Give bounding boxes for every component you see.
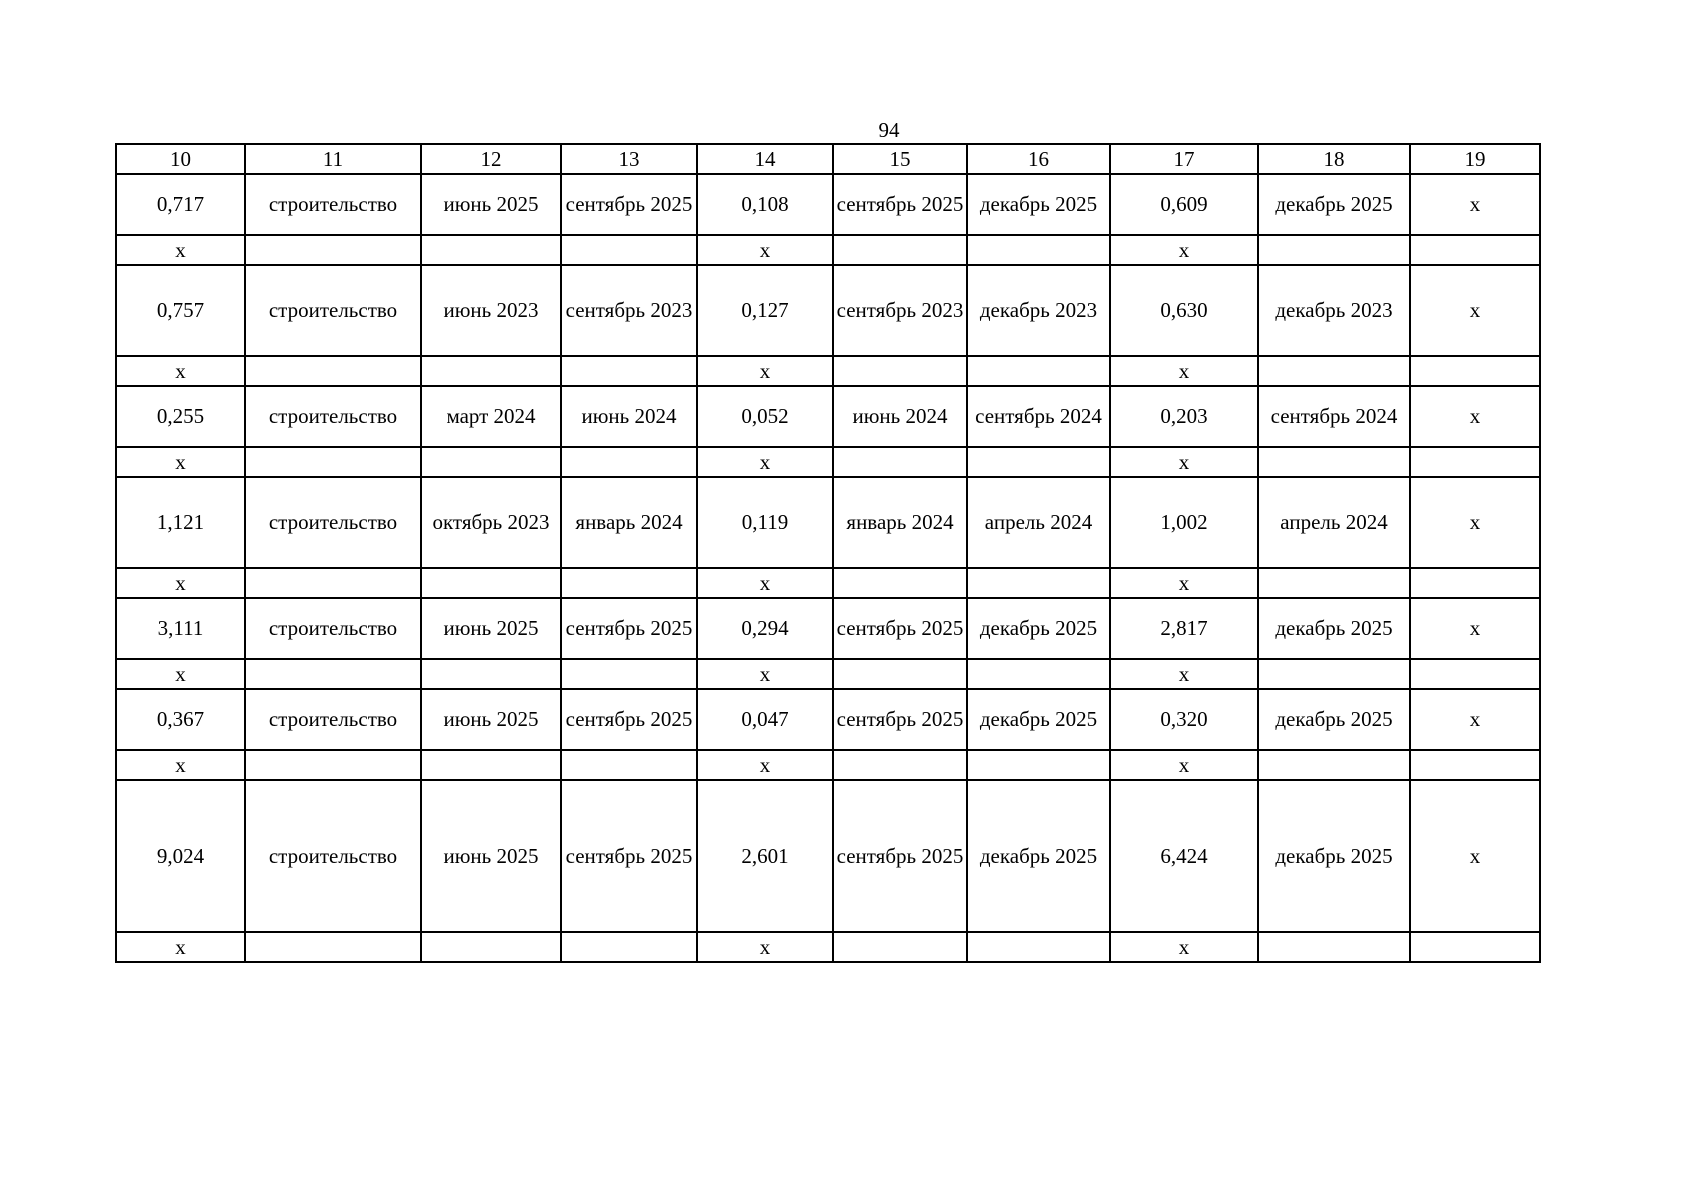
table-cell: 0,717 (116, 174, 245, 235)
table-cell: строительство (245, 477, 421, 568)
table-cell (1410, 235, 1540, 265)
table-cell (833, 235, 967, 265)
table-cell: декабрь 2025 (967, 174, 1110, 235)
table-cell (245, 568, 421, 598)
table-row (116, 659, 1540, 689)
column-header: 19 (1410, 144, 1540, 174)
table-cell: 0,757 (116, 265, 245, 356)
table-cell: октябрь 2023 (421, 477, 561, 568)
table-row (116, 750, 1540, 780)
table-cell: сентябрь 2025 (833, 174, 967, 235)
table-cell: х (1410, 689, 1540, 750)
table-cell: х (697, 932, 833, 962)
table-cell: х (1410, 386, 1540, 447)
table-cell (967, 356, 1110, 386)
table-row (116, 477, 1540, 568)
table-cell: декабрь 2025 (1258, 174, 1410, 235)
table-cell: сентябрь 2023 (833, 265, 967, 356)
table-cell (1258, 235, 1410, 265)
table-cell: сентябрь 2025 (833, 689, 967, 750)
table-cell: 2,601 (697, 780, 833, 932)
table-cell: 0,052 (697, 386, 833, 447)
table-cell (421, 932, 561, 962)
table-cell (245, 659, 421, 689)
table-cell (245, 750, 421, 780)
table-cell: декабрь 2023 (1258, 265, 1410, 356)
table-cell: 0,255 (116, 386, 245, 447)
table-cell: х (1410, 174, 1540, 235)
table-cell: х (116, 659, 245, 689)
data-table (115, 143, 1541, 963)
table-row (116, 568, 1540, 598)
table-header-row (116, 144, 1540, 174)
table-cell (1258, 568, 1410, 598)
table-cell (561, 447, 697, 477)
table-cell (967, 568, 1110, 598)
table-cell: х (697, 356, 833, 386)
table-cell: х (697, 235, 833, 265)
table-cell: декабрь 2025 (1258, 780, 1410, 932)
table-cell: 0,294 (697, 598, 833, 659)
table-cell (1410, 750, 1540, 780)
table-row (116, 598, 1540, 659)
table-cell: июнь 2025 (421, 689, 561, 750)
table-cell (421, 235, 561, 265)
table-cell: декабрь 2025 (967, 598, 1110, 659)
table-cell (1258, 447, 1410, 477)
table-cell: х (116, 356, 245, 386)
table-cell: январь 2024 (833, 477, 967, 568)
table-cell (967, 659, 1110, 689)
table-cell: сентябрь 2024 (967, 386, 1110, 447)
table-cell: декабрь 2025 (967, 689, 1110, 750)
table-cell: х (1410, 477, 1540, 568)
table-cell: июнь 2024 (561, 386, 697, 447)
page-number: 94 (878, 118, 900, 142)
table-cell: 0,108 (697, 174, 833, 235)
table-cell: апрель 2024 (967, 477, 1110, 568)
table-cell: январь 2024 (561, 477, 697, 568)
table-cell: х (697, 750, 833, 780)
table-cell: строительство (245, 689, 421, 750)
table-cell: строительство (245, 780, 421, 932)
table-cell (561, 750, 697, 780)
table-cell (1258, 750, 1410, 780)
table-cell (245, 932, 421, 962)
table-cell (967, 447, 1110, 477)
table-cell: х (1110, 568, 1258, 598)
table-cell: х (697, 447, 833, 477)
table-cell: сентябрь 2025 (561, 780, 697, 932)
table-cell (561, 659, 697, 689)
table-cell (561, 568, 697, 598)
table-cell (245, 356, 421, 386)
table-cell (421, 659, 561, 689)
table-cell: 0,119 (697, 477, 833, 568)
table-cell (967, 932, 1110, 962)
table-cell: х (116, 447, 245, 477)
table-cell (967, 235, 1110, 265)
table-cell: 3,111 (116, 598, 245, 659)
table-cell: 0,203 (1110, 386, 1258, 447)
table-cell: март 2024 (421, 386, 561, 447)
table-cell (1258, 356, 1410, 386)
table-cell: 0,127 (697, 265, 833, 356)
table-cell: декабрь 2025 (1258, 689, 1410, 750)
table-cell: х (697, 568, 833, 598)
table-row (116, 689, 1540, 750)
table-cell: 0,047 (697, 689, 833, 750)
table-cell (561, 932, 697, 962)
table-cell: 6,424 (1110, 780, 1258, 932)
table-cell: строительство (245, 386, 421, 447)
column-header: 18 (1258, 144, 1410, 174)
table-cell (561, 235, 697, 265)
table-cell: х (1110, 447, 1258, 477)
table-cell: 9,024 (116, 780, 245, 932)
table-cell (1410, 932, 1540, 962)
table-body (116, 144, 1540, 962)
table-cell (1410, 356, 1540, 386)
table-cell: июнь 2024 (833, 386, 967, 447)
table-cell: декабрь 2023 (967, 265, 1110, 356)
table-cell (833, 356, 967, 386)
table-row (116, 265, 1540, 356)
table-row (116, 932, 1540, 962)
table-cell: строительство (245, 598, 421, 659)
table-cell: сентябрь 2025 (561, 689, 697, 750)
table-cell (833, 447, 967, 477)
table-cell: 0,609 (1110, 174, 1258, 235)
table-cell: 0,320 (1110, 689, 1258, 750)
table-cell: 0,367 (116, 689, 245, 750)
table-cell (1410, 659, 1540, 689)
table-cell: х (1110, 235, 1258, 265)
table-cell: декабрь 2025 (967, 780, 1110, 932)
table-cell (833, 932, 967, 962)
column-header: 15 (833, 144, 967, 174)
table-cell (967, 750, 1110, 780)
table-cell (1258, 659, 1410, 689)
table-cell (1410, 568, 1540, 598)
table-row (116, 356, 1540, 386)
table-cell: сентябрь 2025 (833, 598, 967, 659)
table-cell: июнь 2025 (421, 174, 561, 235)
table-cell: х (1110, 932, 1258, 962)
table-cell: строительство (245, 174, 421, 235)
table-cell: 1,002 (1110, 477, 1258, 568)
table-row (116, 780, 1540, 932)
table-cell (833, 568, 967, 598)
table-cell: х (116, 750, 245, 780)
table-cell: х (1110, 356, 1258, 386)
table-cell (1258, 932, 1410, 962)
table-cell: июнь 2025 (421, 780, 561, 932)
table-cell (833, 659, 967, 689)
table-cell (561, 356, 697, 386)
table-cell: сентябрь 2025 (833, 780, 967, 932)
table-cell: х (116, 932, 245, 962)
table-row (116, 174, 1540, 235)
table-cell (1410, 447, 1540, 477)
column-header: 11 (245, 144, 421, 174)
table-cell: х (1410, 780, 1540, 932)
table-cell: сентябрь 2025 (561, 174, 697, 235)
table-cell: апрель 2024 (1258, 477, 1410, 568)
table-cell: 1,121 (116, 477, 245, 568)
table-cell: сентябрь 2025 (561, 598, 697, 659)
table-cell: х (697, 659, 833, 689)
table-cell: х (116, 568, 245, 598)
table-row (116, 386, 1540, 447)
column-header: 13 (561, 144, 697, 174)
column-header: 14 (697, 144, 833, 174)
table-cell: строительство (245, 265, 421, 356)
table-cell (421, 356, 561, 386)
table-cell: декабрь 2025 (1258, 598, 1410, 659)
table-cell: х (116, 235, 245, 265)
table-cell (421, 568, 561, 598)
table-row (116, 235, 1540, 265)
table-cell (245, 447, 421, 477)
column-header: 12 (421, 144, 561, 174)
table-cell (833, 750, 967, 780)
table-cell: 2,817 (1110, 598, 1258, 659)
table-cell: июнь 2023 (421, 265, 561, 356)
table-cell: х (1410, 598, 1540, 659)
table-cell: сентябрь 2023 (561, 265, 697, 356)
table-cell: 0,630 (1110, 265, 1258, 356)
column-header: 17 (1110, 144, 1258, 174)
table-cell (421, 750, 561, 780)
column-header: 10 (116, 144, 245, 174)
table-cell (245, 235, 421, 265)
table-cell: июнь 2025 (421, 598, 561, 659)
table-cell: х (1110, 659, 1258, 689)
column-header: 16 (967, 144, 1110, 174)
table-cell: х (1110, 750, 1258, 780)
table-cell: сентябрь 2024 (1258, 386, 1410, 447)
table-cell (421, 447, 561, 477)
table-cell: х (1410, 265, 1540, 356)
table-row (116, 447, 1540, 477)
